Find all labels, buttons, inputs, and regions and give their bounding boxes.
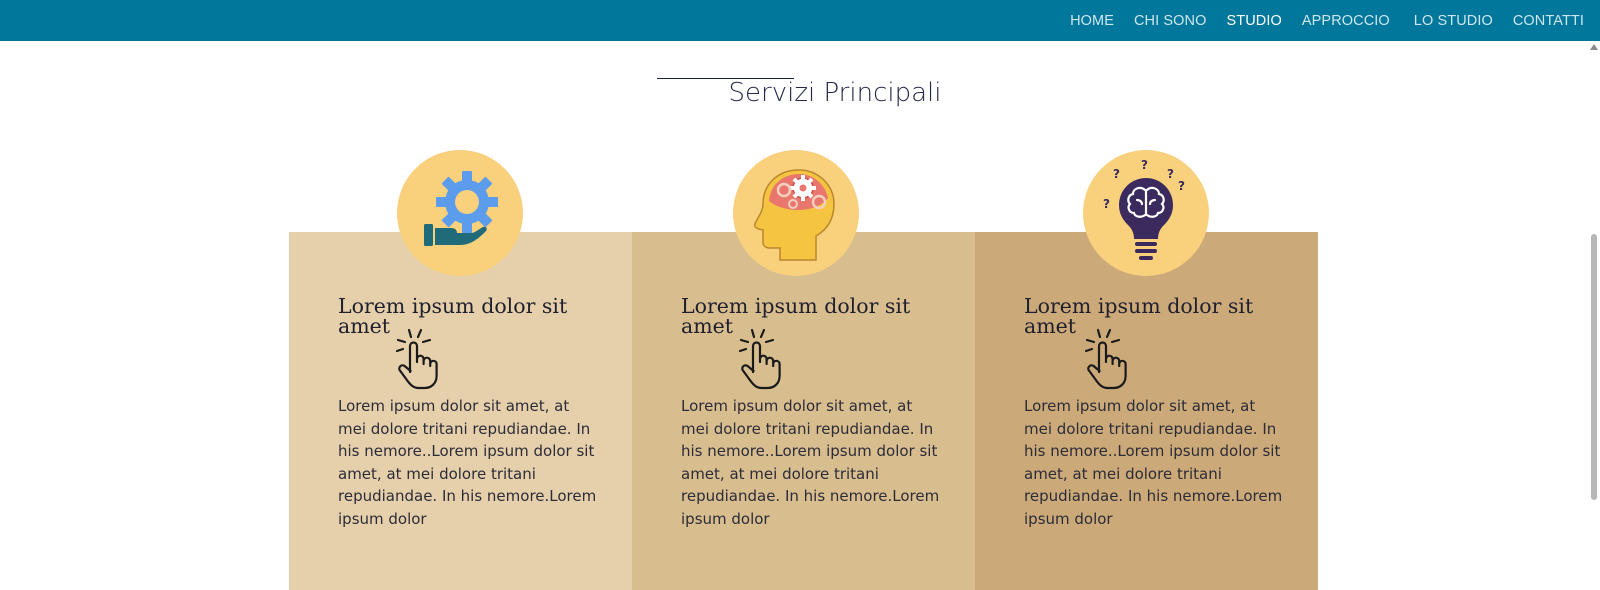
svg-text:?: ? — [1141, 158, 1148, 172]
card-description: Lorem ipsum dolor sit amet, at mei dolore tritani repudiandae. In his nemore..Lorem ipsum dolor sit amet, at mei dolore tritani repudiandae. In his nemore.Lorem ipsum dolor — [681, 397, 940, 528]
nav-approccio[interactable]: APPROCCIO — [1301, 12, 1390, 29]
section-title: Servizi Principali — [728, 78, 942, 108]
service-icon-circle-2 — [733, 150, 859, 276]
service-card-3 — [975, 232, 1318, 590]
card-title: Lorem ipsum dolor sit amet — [1024, 294, 1254, 338]
svg-text:?: ? — [1113, 167, 1120, 181]
service-card-1 — [289, 232, 632, 590]
card-title: Lorem ipsum dolor sit amet — [338, 294, 568, 338]
pointer-hand-icon — [392, 326, 442, 390]
nav-chi-sono[interactable]: CHI SONO — [1133, 12, 1207, 29]
gear-hand-icon — [397, 150, 523, 276]
svg-text:?: ? — [1167, 167, 1174, 181]
card-description: Lorem ipsum dolor sit amet, at mei dolore tritani repudiandae. In his nemore..Lorem ipsum dolor sit amet, at mei dolore tritani repudiandae. In his nemore.Lorem ipsum dolor — [338, 397, 597, 528]
nav-home[interactable]: HOME — [1070, 12, 1114, 29]
nav-lo-studio[interactable]: LO STUDIO — [1413, 12, 1493, 29]
service-icon-circle-1 — [397, 150, 523, 276]
service-icon-circle-3 — [1083, 150, 1209, 276]
service-card-2 — [632, 232, 975, 590]
nav-contatti[interactable]: CONTATTI — [1512, 12, 1584, 29]
scroll-up-arrow-icon[interactable] — [1590, 44, 1598, 50]
svg-text:?: ? — [1103, 197, 1110, 211]
top-nav-bar — [0, 0, 1600, 41]
pointer-hand-icon — [1081, 326, 1131, 390]
head-gears-icon — [733, 150, 859, 276]
scrollbar-thumb[interactable] — [1591, 234, 1597, 500]
card-description: Lorem ipsum dolor sit amet, at mei dolore tritani repudiandae. In his nemore..Lorem ipsum dolor sit amet, at mei dolore tritani repudiandae. In his nemore.Lorem ipsum dolor — [1024, 397, 1283, 528]
card-title: Lorem ipsum dolor sit amet — [681, 294, 911, 338]
main-nav — [1070, 0, 1584, 41]
svg-text:?: ? — [1178, 179, 1185, 193]
pointer-hand-icon — [735, 326, 785, 390]
lightbulb-brain-icon — [1083, 150, 1209, 276]
nav-studio[interactable]: STUDIO — [1226, 12, 1282, 29]
